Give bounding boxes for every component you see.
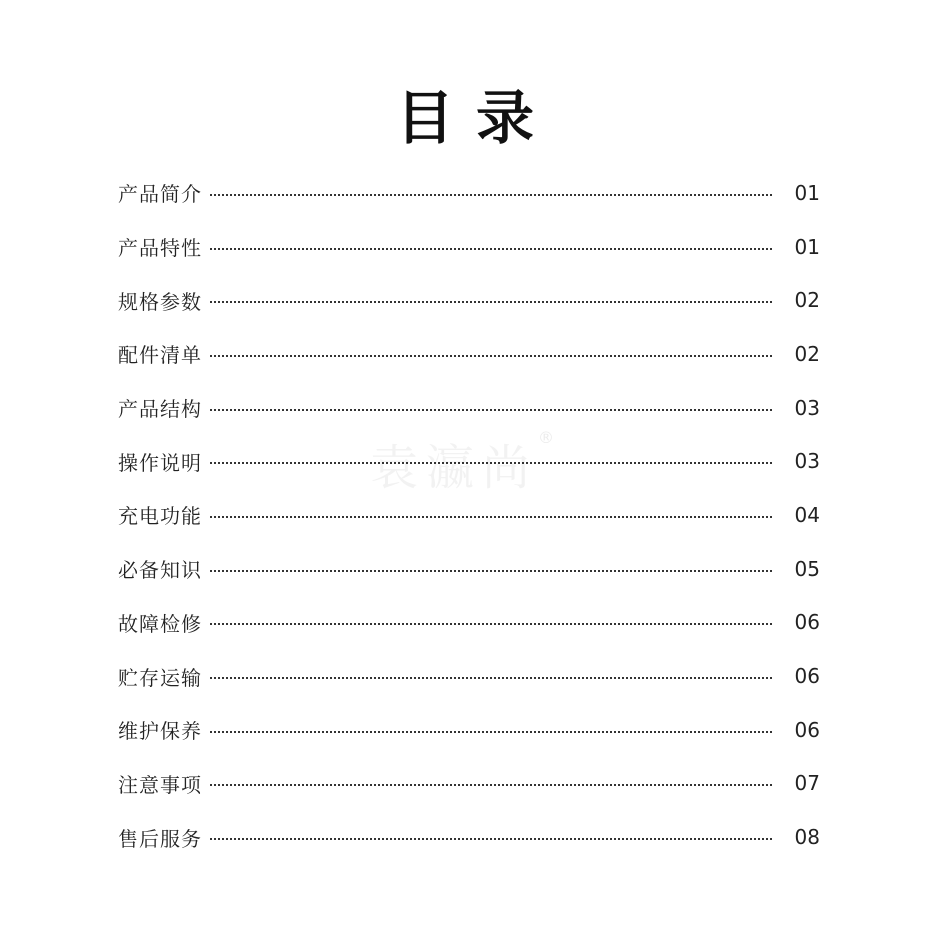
toc-entry-label: 注意事项	[118, 772, 202, 797]
toc-entry-label: 维护保养	[118, 719, 202, 744]
toc-entry-label: 必备知识	[118, 558, 202, 583]
toc-entry[interactable]	[118, 649, 820, 703]
toc-entry[interactable]	[118, 220, 820, 274]
toc-entry[interactable]	[118, 166, 820, 220]
toc-entry[interactable]	[118, 703, 820, 757]
dotted-leader	[210, 516, 772, 518]
dotted-leader	[210, 677, 772, 679]
dotted-leader	[210, 731, 772, 733]
toc-entry-label: 产品简介	[118, 182, 202, 207]
toc-entry[interactable]	[118, 327, 820, 381]
toc-entry-label: 故障检修	[118, 611, 202, 636]
toc-entry[interactable]	[118, 757, 820, 811]
dotted-leader	[210, 194, 772, 196]
dotted-leader	[210, 409, 772, 411]
toc-entry-page-number: 06	[794, 610, 820, 635]
toc-entry-page-number: 06	[794, 664, 820, 689]
toc-entry-label: 产品特性	[118, 236, 202, 261]
toc-entry-page-number: 05	[794, 556, 820, 581]
dotted-leader	[210, 355, 772, 357]
page-title: 目录	[395, 84, 556, 152]
toc-entry-label: 配件清单	[118, 343, 202, 368]
dotted-leader	[210, 248, 772, 250]
dotted-leader	[210, 301, 772, 303]
toc-entry-page-number: 04	[794, 502, 820, 527]
toc-entry-page-number: 03	[794, 449, 820, 474]
watermark-text: 袁瀛尚	[370, 440, 539, 496]
toc-entry-page-number: 02	[794, 288, 820, 313]
toc-entry-label: 操作说明	[118, 450, 202, 475]
toc-entry[interactable]	[118, 273, 820, 327]
toc-entry-page-number: 01	[794, 234, 820, 259]
toc-entry-label: 产品结构	[118, 397, 202, 422]
registered-mark: ®	[538, 428, 554, 447]
toc-entry-page-number: 06	[794, 717, 820, 742]
toc-entry-page-number: 02	[794, 341, 820, 366]
dotted-leader	[210, 838, 772, 840]
toc-entry-label: 充电功能	[118, 504, 202, 529]
toc-entry-page-number: 03	[794, 395, 820, 420]
toc-entry[interactable]	[118, 596, 820, 650]
dotted-leader	[210, 784, 772, 786]
toc-entry[interactable]	[118, 542, 820, 596]
toc-entry[interactable]	[118, 434, 820, 488]
toc-entry-page-number: 08	[794, 825, 820, 850]
toc-entry-label: 规格参数	[118, 289, 202, 314]
toc-entry-page-number: 07	[794, 771, 820, 796]
toc-entry-label: 贮存运输	[118, 665, 202, 690]
toc-entry[interactable]	[118, 810, 820, 864]
toc-entry-label: 售后服务	[118, 826, 202, 851]
toc-entry-page-number: 01	[794, 180, 820, 205]
toc-entry[interactable]	[118, 488, 820, 542]
dotted-leader	[210, 623, 772, 625]
toc-entry[interactable]	[118, 381, 820, 435]
dotted-leader	[210, 570, 772, 572]
table-of-contents	[118, 166, 820, 864]
dotted-leader	[210, 462, 772, 464]
